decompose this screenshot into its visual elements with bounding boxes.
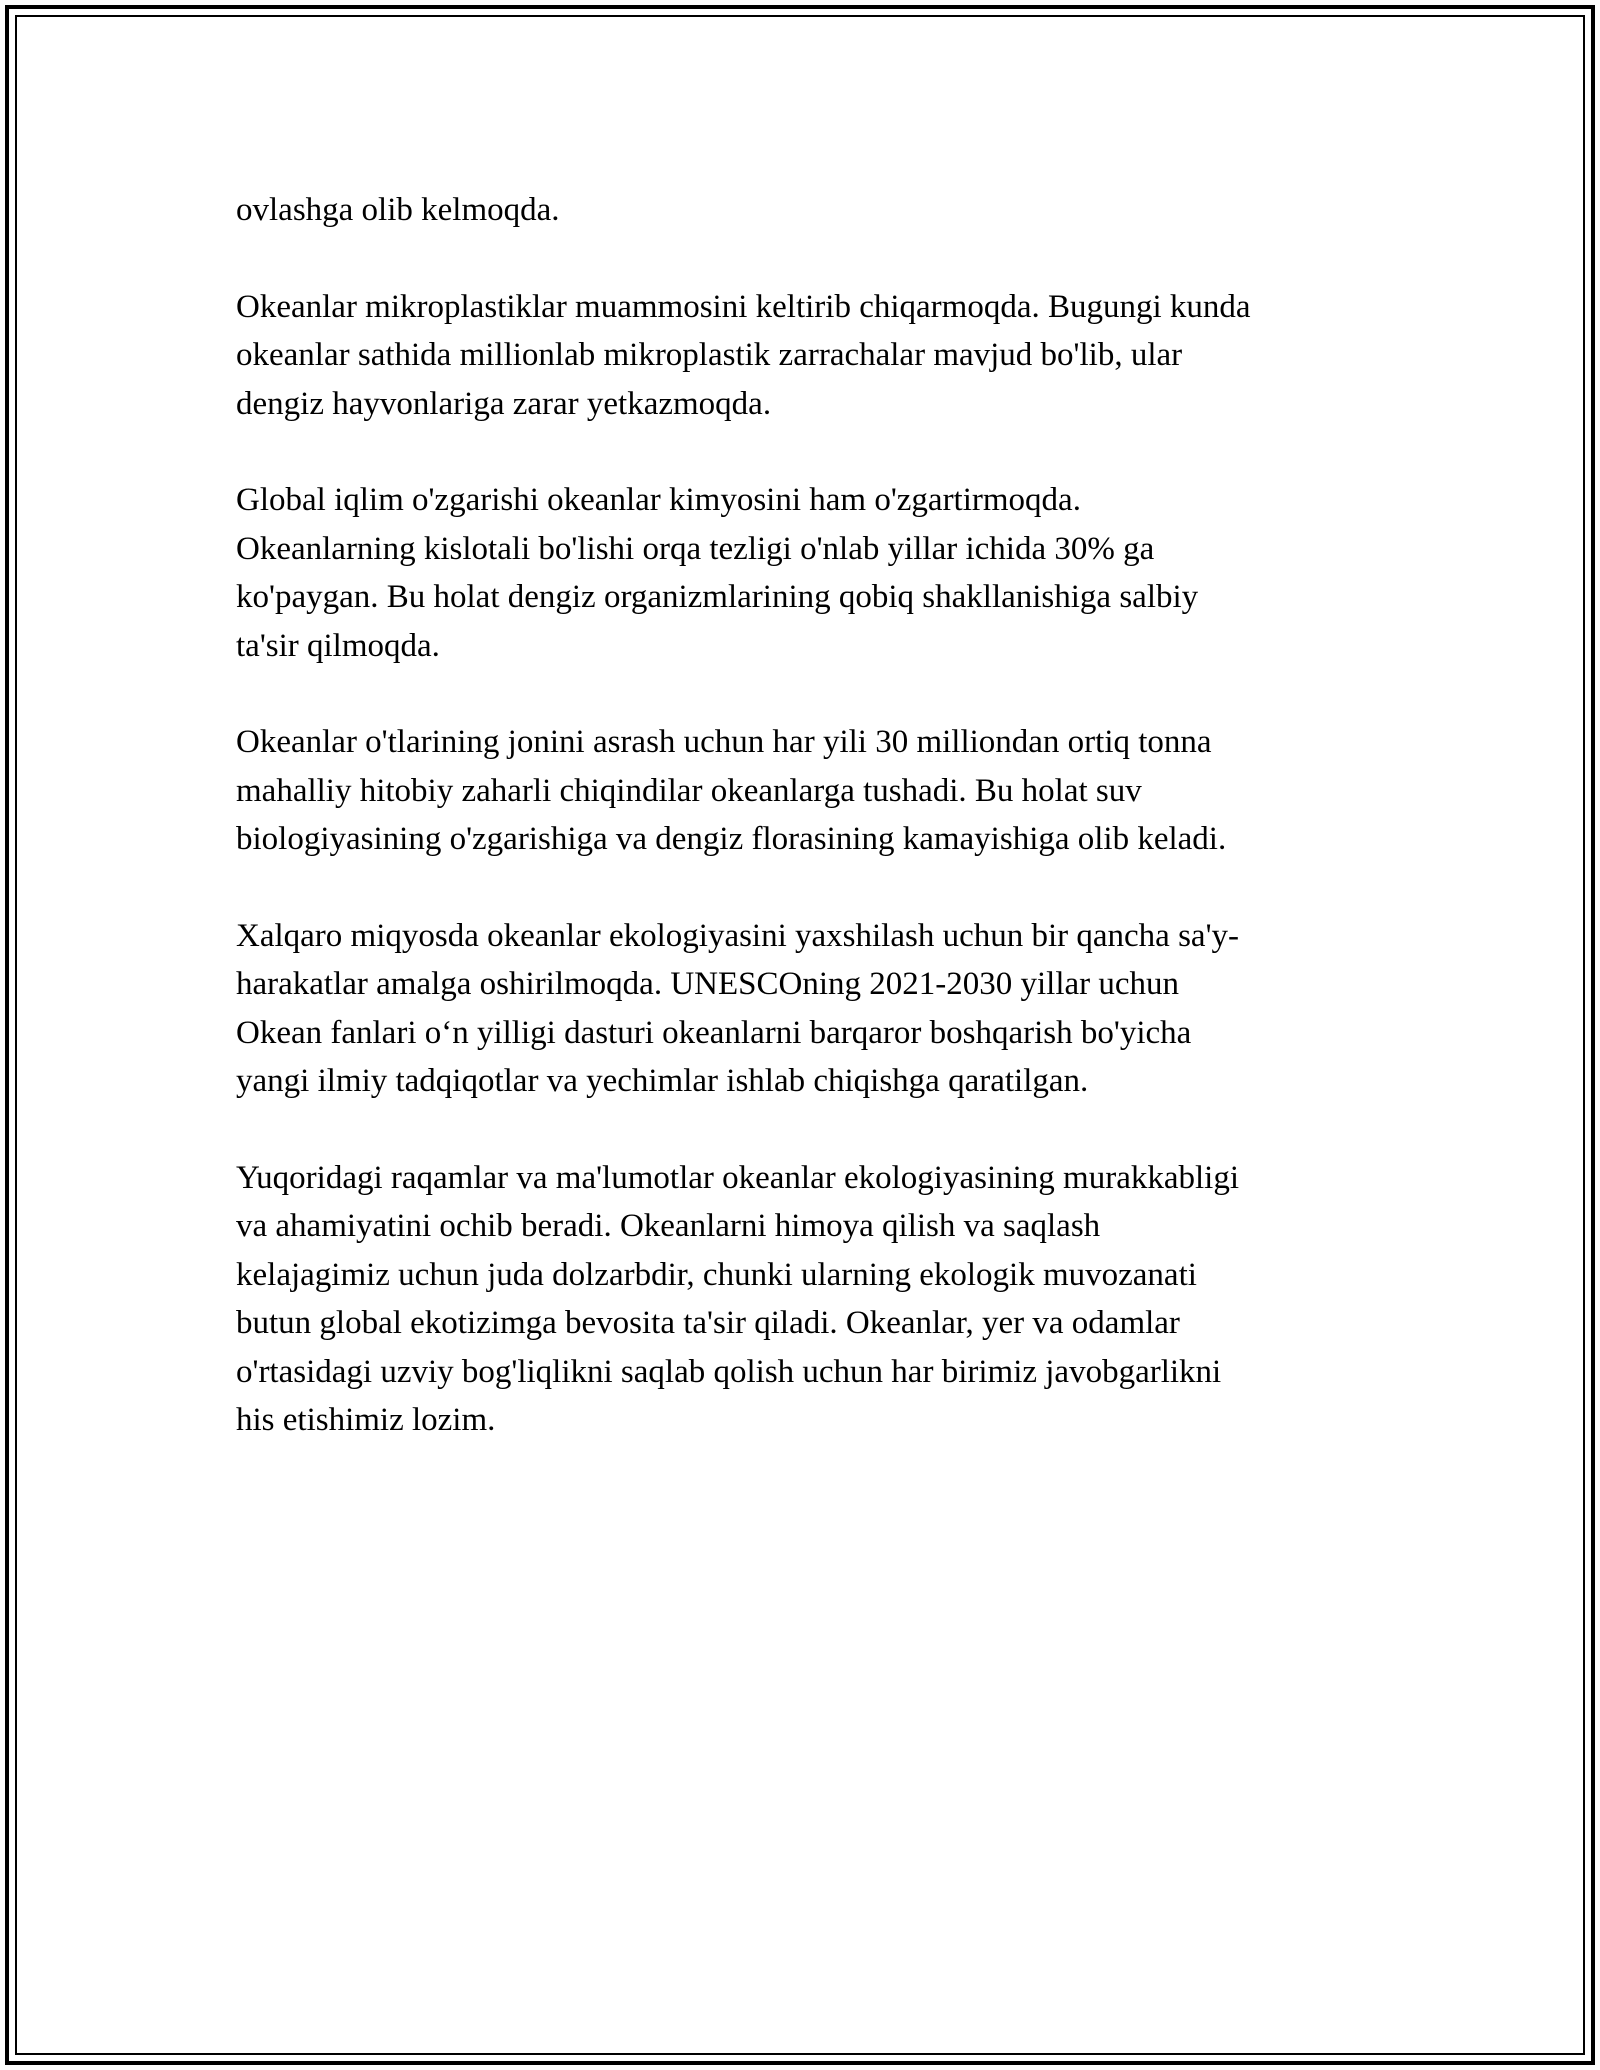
document-body [236,186,1376,1493]
paragraph-microplastics: Okeanlar mikroplastiklar muammosini keltirib chiqarmoqda. Bugungi kunda okeanlar sathida millionlab mikroplastik zarrachalar mavjud bo'lib, ular dengiz hayvonlariga zarar yetkazmoqda. [236,288,1251,422]
paragraph-climate-change: Global iqlim o'zgarishi okeanlar kimyosini ham o'zgartirmoqda. Okeanlarning kislotali bo'lishi orqa tezligi o'nlab yillar ichida 30% ga ko'paygan. Bu holat dengiz organizmlarining qobiq shakllanishiga salbiy ta'sir qilmoqda. [236,482,1199,664]
paragraph-continuation: ovlashga olib kelmoqda. [236,192,560,228]
paragraph-conclusion: Yuqoridagi raqamlar va ma'lumotlar okeanlar ekologiyasining murakkabligi va ahamiyatini ochib beradi. Okeanlarni himoya qilish va saqlash kelajagimiz uchun juda dolzarbdir, chunki ularning ekologik muvozanati butun global ekotizimga bevosita ta'sir qiladi. Okeanlar, yer va odamlar o'rtasidagi uzviy bog'liqlikni saqlab qolish uchun har birimiz javobgarlikni his etishimiz lozim. [236,1159,1239,1438]
paragraph-toxic-waste: Okeanlar o'tlarining jonini asrash uchun har yili 30 milliondan ortiq tonna mahalliy hitobiy zaharli chiqindilar okeanlarga tushadi. Bu holat suv biologiyasining o'zgarishiga va dengiz florasining kamayishiga olib keladi. [236,724,1227,857]
paragraph-international-efforts: Xalqaro miqyosda okeanlar ekologiyasini yaxshilash uchun bir qancha sa'y- harakatlar amalga oshirilmoqda. UNESCOning 2021-2030 yillar uchun Okean fanlari o‘n yilligi dasturi okeanlarni barqaror boshqarish bo'yicha yangi ilmiy tadqiqotlar va yechimlar ishlab chiqishga qaratilgan. [236,917,1240,1099]
